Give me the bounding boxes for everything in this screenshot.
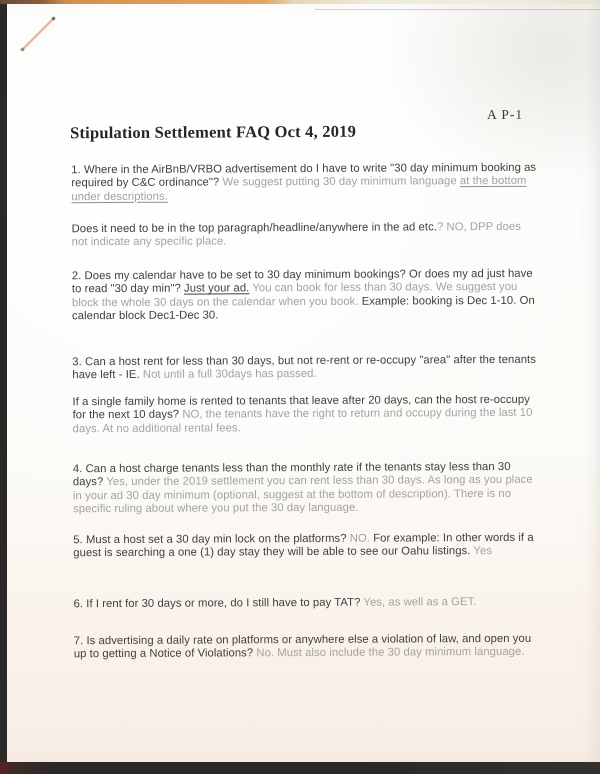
answer-text: NO, the tenants have the right to return and occupy during the last 10 days. At no additional rental fees. bbox=[72, 407, 533, 436]
answer-text: You can book for less than 30 days. We suggest you block the whole 30 days on the calendar when you book. bbox=[71, 281, 518, 310]
question-text: 2. Does my calendar have to be set to 30 day minimum bookings? Or does my ad just have to read "30 day min"? bbox=[71, 267, 533, 296]
answer-text: NO. bbox=[349, 532, 374, 545]
photo-top-edge bbox=[0, 0, 600, 4]
document-title: Stipulation Settlement FAQ Oct 4, 2019 bbox=[70, 121, 357, 143]
question-text: Does it need to be in the top paragraph/headline/anywhere in the ad etc. bbox=[71, 221, 437, 236]
exhibit-label: A P-1 bbox=[486, 106, 524, 123]
photo-bottom-edge bbox=[0, 762, 600, 774]
question-text: 4. Can a host charge tenants less than the monthly rate if the tenants stay less than 30 days? bbox=[72, 460, 511, 489]
document-content bbox=[5, 2, 600, 763]
faq-item-4 bbox=[73, 461, 539, 517]
faq-item-1-followup bbox=[72, 221, 538, 250]
example-text: Example: booking is Dec 1-10. On calendar block Dec1-Dec 30. bbox=[72, 294, 535, 323]
answer-text: We suggest putting 30 day minimum language bbox=[222, 175, 460, 189]
faq-item-3-followup bbox=[72, 394, 538, 437]
faq-item-1 bbox=[71, 162, 537, 205]
faq-item-7 bbox=[74, 633, 540, 662]
answer-text: Yes bbox=[473, 545, 493, 558]
answer-underlined-text: Just your ad. bbox=[183, 282, 250, 296]
answer-text: Yes, as well as a GET. bbox=[363, 596, 477, 609]
answer-text: ? NO, DPP does not indicate any specific place. bbox=[71, 220, 521, 249]
faq-item-2 bbox=[72, 268, 538, 324]
question-text: 3. Can a host rent for less than 30 days, but not re-rent or re-occupy "area" after the tenants have left - IE. bbox=[72, 353, 536, 382]
photo-left-edge bbox=[0, 0, 7, 774]
faq-item-5 bbox=[73, 532, 539, 561]
question-text: 1. Where in the AirBnB/VRBO advertisement do I have to write "30 day minimum booking as required by C&C ordinance"? bbox=[71, 161, 537, 190]
faq-item-3 bbox=[72, 354, 538, 383]
answer-underlined-text: at the bottom under descriptions. bbox=[71, 175, 527, 204]
faq-item-6 bbox=[74, 596, 540, 612]
question-text: 7. Is advertising a daily rate on platforms or anywhere else a violation of law, and open you up to getting a Notice of Violations? bbox=[73, 632, 532, 661]
answer-text: No. Must also include the 30 day minimum language. bbox=[256, 646, 525, 660]
answer-text: Not until a full 30days has passed. bbox=[142, 368, 317, 382]
question-text: 6. If I rent for 30 days or more, do I still have to pay TAT? bbox=[73, 596, 364, 611]
example-text: For example: In other words if a guest is searching a one (1) day stay they will be able to see our Oahu listings. bbox=[73, 531, 534, 560]
document-page bbox=[7, 4, 600, 762]
question-text: If a single family home is rented to tenants that leave after 20 days, can the host re-occupy for the next 10 days? bbox=[72, 393, 530, 422]
answer-text: Yes, under the 2019 settlement you can rent less than 30 days. As long as you place in your ad 30 day minimum (optional, suggest at the bottom of description). There is no specific ruling about where you put the 30 day language. bbox=[72, 474, 533, 516]
question-text: 5. Must a host set a 30 day min lock on the platforms? bbox=[73, 532, 350, 547]
